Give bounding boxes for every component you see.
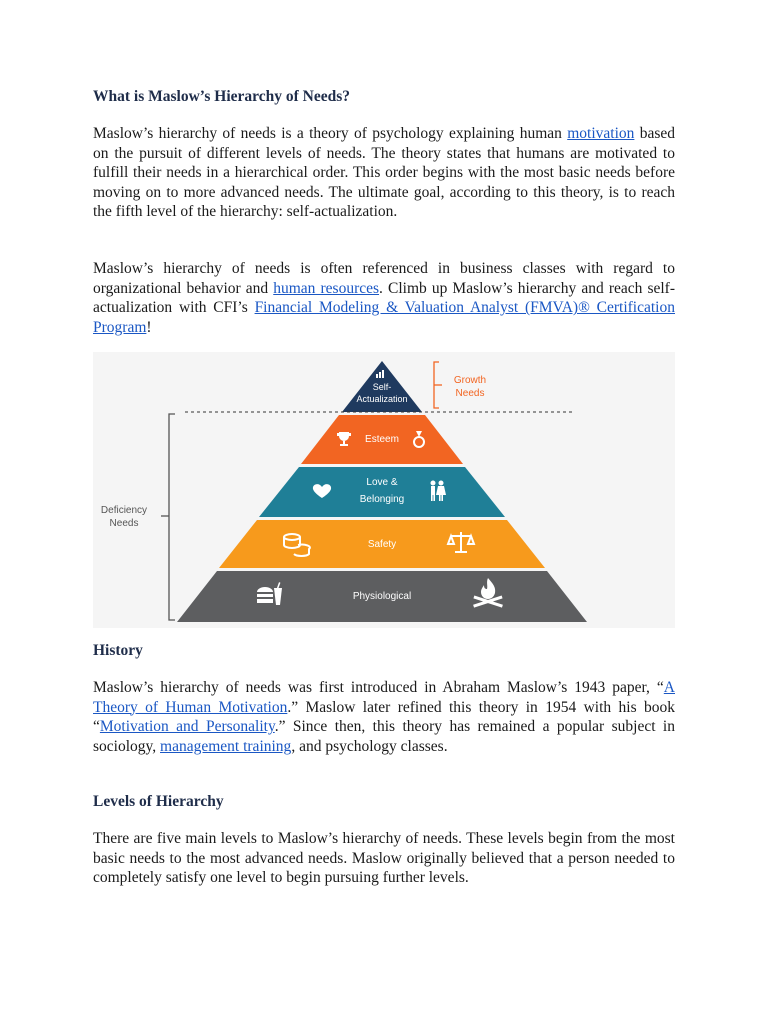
paragraph-levels: There are five main levels to Maslow’s hierarchy of needs. These levels begin from the most basic needs to the most advanced needs. Maslow originally believed that a person needed to completely satisfy one level to begin pursuing further levels. (93, 830, 675, 887)
link-theory-human-motivation[interactable]: A Theory of Human Motivation (93, 679, 675, 716)
link-motivation-personality[interactable]: Motivation and Personality (99, 718, 275, 736)
link-motivation[interactable]: motivation (567, 125, 635, 142)
label-physiological: Physiological (352, 591, 412, 602)
label-esteem: Esteem (365, 434, 399, 445)
deficiency-needs-label-2: Needs (109, 518, 139, 529)
paragraph-business: Maslow’s hierarchy of needs is often referenced in business classes with regard to organizational behavior and human resources. Climb up Maslow’s hierarchy and reach self-actualization with CFI’s Financial Modeling & Valuation Analyst (FMVA)® Certification Program! (93, 260, 676, 336)
link-fmva-program[interactable]: Financial Modeling & Valuation Analyst (FMVA)® Certification Program (93, 299, 675, 336)
maslow-pyramid-figure (93, 352, 675, 628)
label-love-2: Belonging (359, 494, 405, 505)
heading-what-is: What is Maslow’s Hierarchy of Needs? (93, 88, 351, 105)
tier-love-belonging (259, 467, 505, 517)
link-management-training[interactable]: management training (160, 737, 292, 755)
heading-levels: Levels of Hierarchy (93, 793, 224, 810)
growth-needs-label-1: Growth (453, 375, 487, 386)
label-safety: Safety (367, 539, 397, 550)
growth-needs-label-2: Needs (455, 388, 485, 399)
label-self-actualization-1: Self- (372, 382, 392, 392)
label-self-actualization-2: Actualization (356, 394, 408, 404)
label-love-1: Love & (366, 477, 398, 488)
paragraph-history: Maslow’s hierarchy of needs was first introduced in Abraham Maslow’s 1943 paper, “A Theory of Human Motivation.” Maslow later refined this theory in 1954 with his book “Motivation and Personality.” Since then, this theory has remained a popular subject in sociology, management training, and psychology classes. (93, 679, 675, 755)
deficiency-needs-label-1: Deficiency (100, 505, 148, 516)
paragraph-intro: Maslow’s hierarchy of needs is a theory of psychology explaining human motivation based on the pursuit of different levels of needs. The theory states that humans are motivated to fulfill their needs in a hierarchical order. This order begins with the most basic needs before moving on to more advanced needs. The ultimate goal, according to this theory, is to reach the fifth level of the hierarchy: self-actualization. (93, 125, 675, 221)
link-human-resources[interactable]: human resources (273, 279, 380, 297)
heading-history: History (93, 642, 143, 659)
